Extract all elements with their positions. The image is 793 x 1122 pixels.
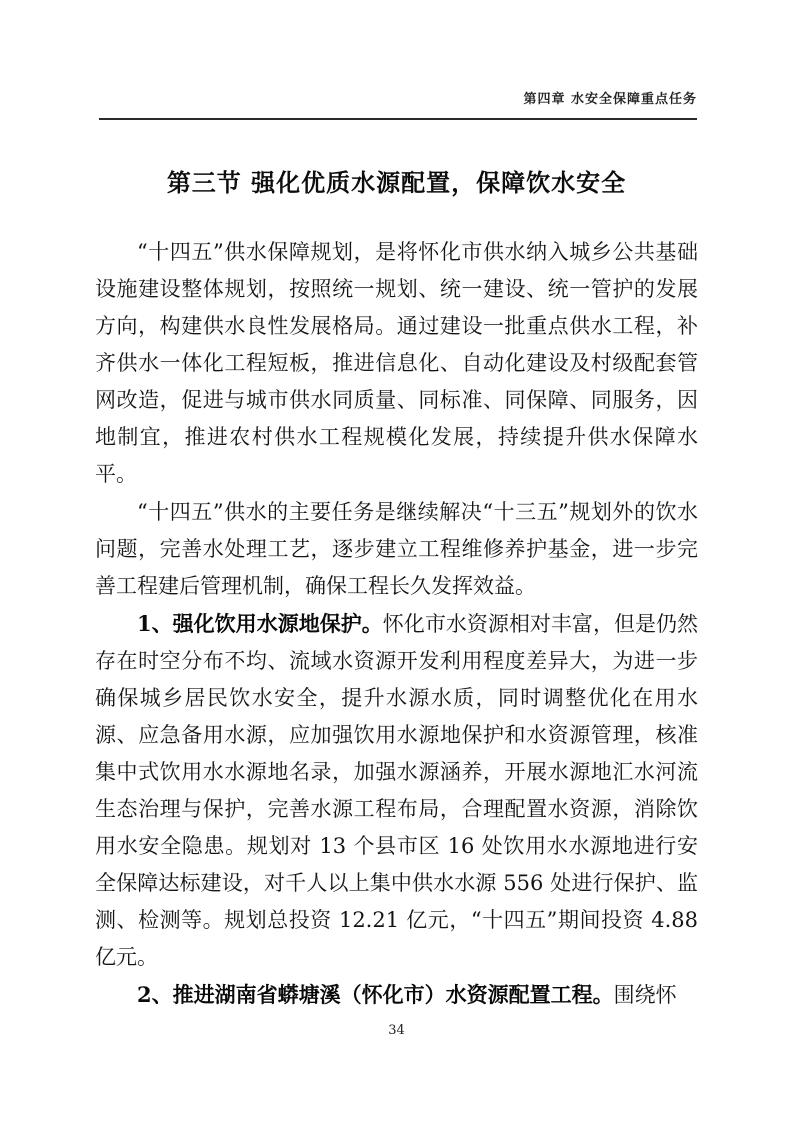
- paragraph-4-lead: 2、推进湖南省蟒塘溪（怀化市）水资源配置工程。: [137, 982, 614, 1007]
- header-rule: [99, 118, 697, 120]
- paragraph-1: [95, 233, 698, 493]
- paragraph-4: [95, 976, 698, 1014]
- page-number: 34: [388, 1023, 405, 1038]
- paragraph-3: [95, 605, 698, 976]
- section-title: 第三节 强化优质水源配置，保障饮水安全: [166, 168, 627, 197]
- running-header: 第四章 水安全保障重点任务: [523, 92, 697, 107]
- paragraph-4-text: 围绕怀: [613, 983, 677, 1007]
- paragraph-3-lead: 1、强化饮用水源地保护。: [137, 611, 383, 636]
- paragraph-1-text: “十四五”供水保障规划，是将怀化市供水纳入城乡公共基础设施建设整体规划，按照统一规划、统一建设、统一管护的发展方向，构建供水良性发展格局。通过建设一批重点供水工程，补齐供水一体化工程短板，推进信息化、自动化建设及村级配套管网改造，促进与城市供水同质量、同标准、同保障、同服务，因地制宜，推进农村供水工程规模化发展，持续提升供水保障水平。: [95, 240, 698, 486]
- paragraph-2: [95, 493, 698, 605]
- document-body: [95, 233, 698, 1014]
- paragraph-2-text: “十四五”供水的主要任务是继续解决“十三五”规划外的饮水问题，完善水处理工艺，逐步建立工程维修养护基金，进一步完善工程建后管理机制，确保工程长久发挥效益。: [95, 500, 698, 598]
- paragraph-3-text: 怀化市水资源相对丰富，但是仍然存在时空分布不均、流域水资源开发利用程度差异大，为进一步确保城乡居民饮水安全，提升水源水质，同时调整优化在用水源、应急备用水源，应加强饮用水源地保护和水资源管理，核准集中式饮用水水源地名录，加强水源涵养，开展水源地汇水河流生态治理与保护，完善水源工程布局，合理配置水资源，消除饮用水安全隐患。规划对 13 个县市区 16 处饮用水水源地进行安全保障达标建设，对千人以上集中供水水源 556 处进行保护、监测、检测等。规划总投资 12.21 亿元，“十四五”期间投资 4.88 亿元。: [95, 612, 698, 969]
